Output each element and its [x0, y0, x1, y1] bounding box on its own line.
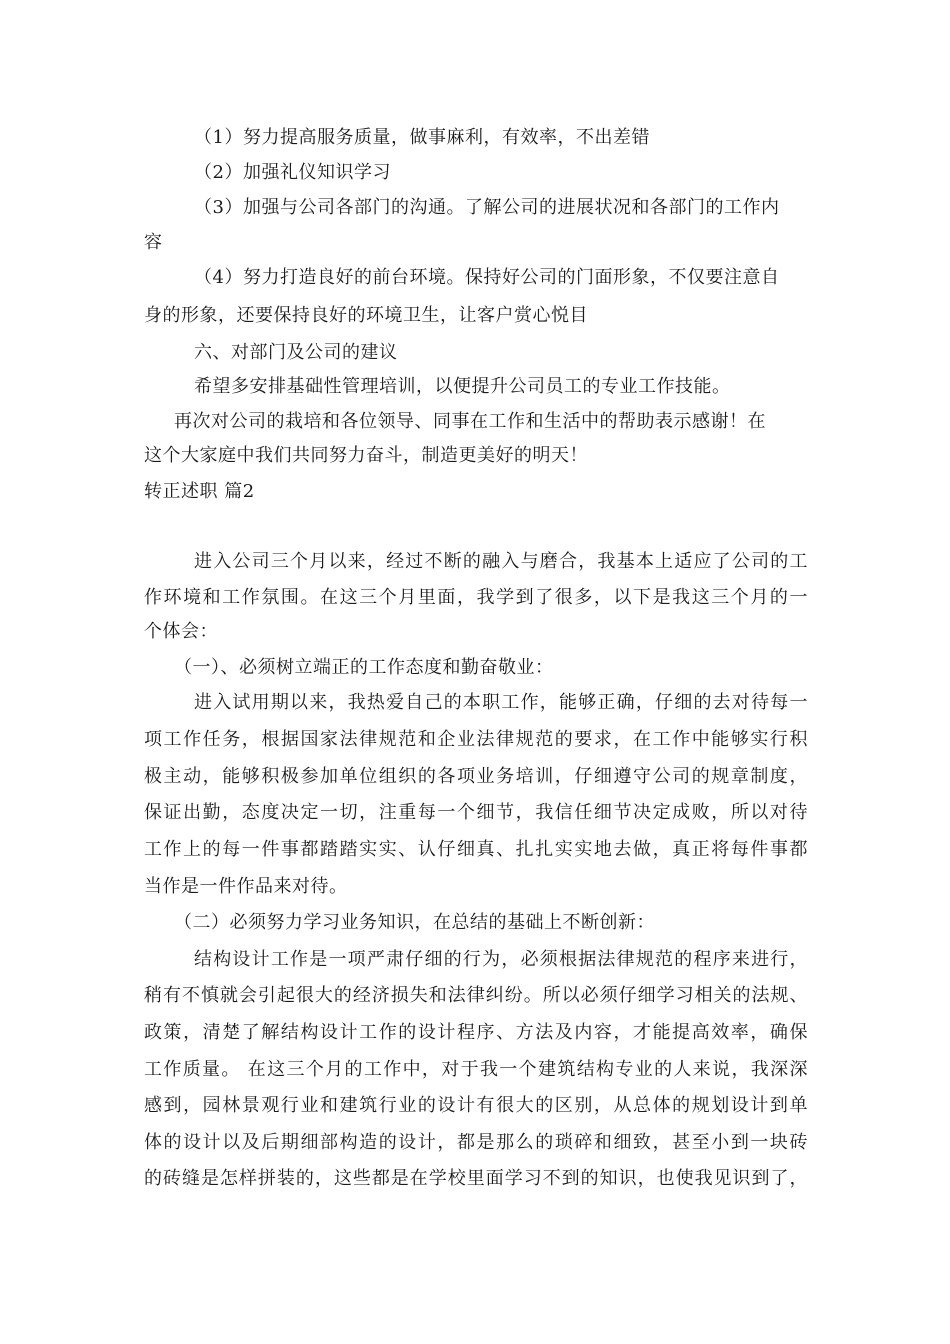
paragraph-line: 政策，清楚了解结构设计工作的设计程序、方法及内容，才能提高效率，确保	[144, 1022, 808, 1043]
paragraph-line: 工作上的每一件事都踏踏实实、认仔细真、扎扎实实地去做，真正将每件事都	[144, 839, 808, 860]
paragraph-line: 保证出勤，态度决定一切，注重每一个细节，我信任细节决定成败，所以对待	[144, 802, 808, 823]
paragraph-line: 体的设计以及后期细部构造的设计，都是那么的琐碎和细致，甚至小到一块砖	[144, 1132, 808, 1153]
paragraph-line: 极主动，能够积极参加单位组织的各项业务培训，仔细遵守公司的规章制度，	[144, 766, 808, 787]
paragraph-line: 个体会：	[144, 621, 218, 642]
paragraph-line: 进入试用期以来，我热爱自己的本职工作，能够正确，仔细的去对待每一	[194, 692, 808, 713]
list-item-1: （1）努力提高服务质量，做事麻利，有效率，不出差错	[194, 127, 650, 148]
section-heading: 六、对部门及公司的建议	[194, 342, 398, 363]
list-item-3-cont: 容	[144, 232, 163, 253]
list-item-2: （2）加强礼仪知识学习	[194, 162, 391, 183]
paragraph-line: 结构设计工作是一项严肃仔细的行为，必须根据法律规范的程序来进行，	[194, 949, 808, 970]
paragraph-line: 作环境和工作氛围。在这三个月里面，我学到了很多，以下是我这三个月的一	[144, 587, 808, 608]
list-item-4-cont: 身的形象，还要保持良好的环境卫生，让客户赏心悦目	[144, 305, 588, 326]
paragraph-line: 项工作任务，根据国家法律规范和企业法律规范的要求，在工作中能够实行积	[144, 729, 808, 750]
paragraph-line: 再次对公司的栽培和各位领导、同事在工作和生活中的帮助表示感谢！在	[174, 411, 766, 432]
subsection-heading: （一）、必须树立端正的工作态度和勤奋敬业：	[174, 657, 554, 678]
paragraph-line: 的砖缝是怎样拼装的，这些都是在学校里面学习不到的知识，也使我见识到了，	[144, 1168, 808, 1189]
paragraph-line: 稍有不慎就会引起很大的经济损失和法律纠纷。所以必须仔细学习相关的法规、	[144, 985, 808, 1006]
paragraph-line: 希望多安排基础性管理培训，以便提升公司员工的专业工作技能。	[194, 376, 731, 397]
paragraph-line: 进入公司三个月以来，经过不断的融入与磨合，我基本上适应了公司的工	[194, 551, 808, 572]
list-item-3: （3）加强与公司各部门的沟通。了解公司的进展状况和各部门的工作内	[194, 197, 780, 218]
article-title: 转正述职 篇2	[144, 481, 255, 502]
paragraph-line: 这个大家庭中我们共同努力奋斗，制造更美好的明天！	[144, 445, 588, 466]
paragraph-line: 感到，园林景观行业和建筑行业的设计有很大的区别，从总体的规划设计到单	[144, 1095, 808, 1116]
paragraph-line: 工作质量。 在这三个月的工作中，对于我一个建筑结构专业的人来说，我深深	[144, 1059, 808, 1080]
list-item-4: （4）努力打造良好的前台环境。保持好公司的门面形象，不仅要注意自	[194, 267, 780, 288]
paragraph-line: 当作是一件作品来对待。	[144, 876, 348, 897]
subsection-heading: （二）必须努力学习业务知识，在总结的基础上不断创新：	[174, 912, 655, 933]
